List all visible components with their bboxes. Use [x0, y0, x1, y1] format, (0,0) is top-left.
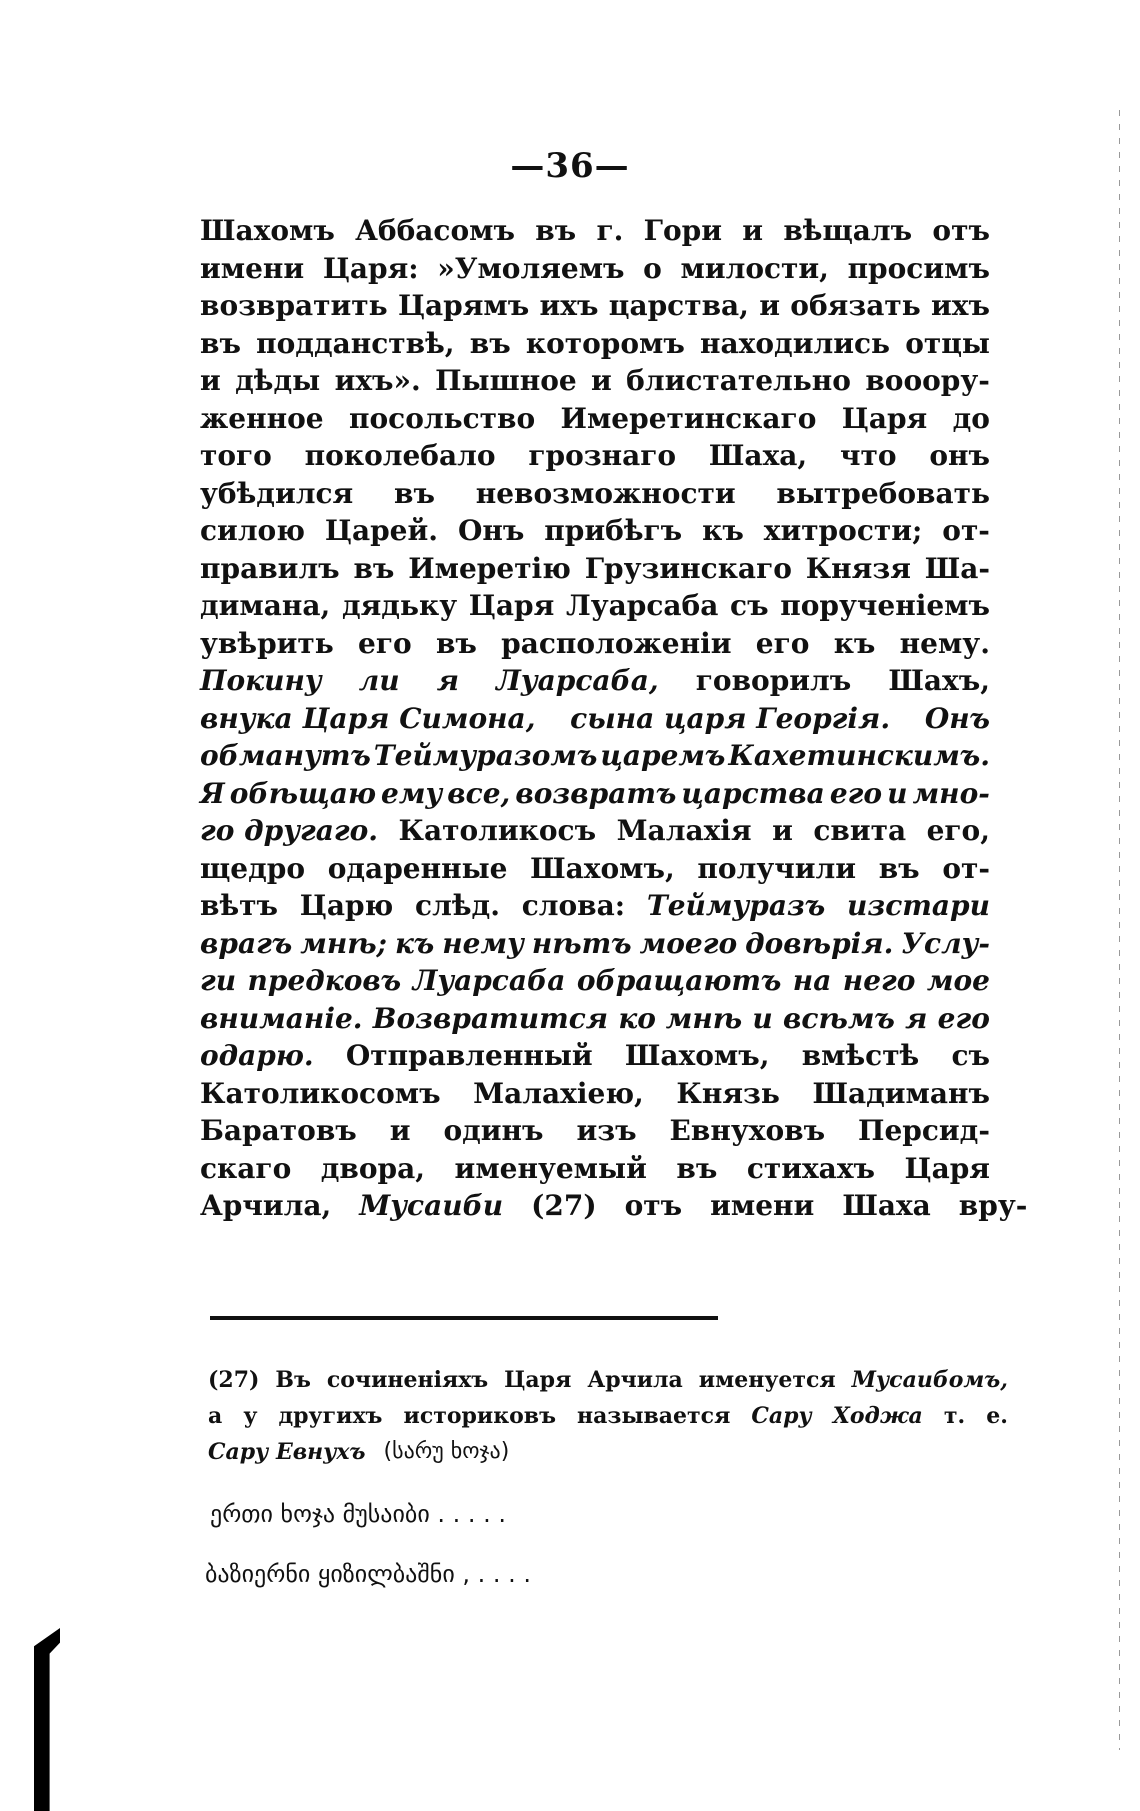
text-line — [200, 925, 990, 963]
word: Шахомъ — [200, 214, 335, 247]
word: и — [887, 776, 908, 810]
word: вмѣстѣ — [801, 1039, 920, 1072]
word: Царя — [841, 401, 928, 435]
word: въ — [469, 326, 511, 360]
word: и — [742, 214, 764, 247]
text-line — [200, 775, 990, 813]
word: ко мнѣ — [618, 1001, 743, 1035]
word: Персид- — [858, 1114, 990, 1147]
word: находились — [700, 326, 891, 360]
text-line — [200, 587, 990, 625]
word: до — [952, 401, 990, 435]
word: получили — [697, 851, 857, 885]
word: врагъ — [200, 926, 293, 960]
word: Князь — [676, 1076, 780, 1110]
word: съ — [951, 1039, 990, 1072]
word: въ — [878, 851, 920, 885]
text-line — [200, 512, 990, 550]
word: Кахетинскимъ. — [728, 739, 990, 772]
word: ихъ — [539, 289, 599, 322]
footnote-line — [208, 1398, 1008, 1434]
word: Царю — [299, 889, 394, 922]
word: обманутъ — [200, 739, 371, 772]
word: Имеретію — [408, 551, 571, 585]
text-line — [200, 625, 990, 663]
word: слова: — [521, 889, 626, 922]
word: ихъ». — [334, 364, 421, 397]
word: дѣды — [235, 364, 321, 397]
word: сына царя Георгія. — [570, 701, 891, 735]
word: Евнуховъ — [669, 1114, 826, 1147]
word: Баратовъ — [200, 1114, 357, 1147]
word: грознаго — [528, 439, 677, 472]
word: е. — [986, 1403, 1008, 1429]
text-line — [200, 437, 990, 475]
text-line — [200, 962, 990, 1000]
word: него — [842, 964, 916, 997]
word: милости, — [680, 251, 829, 285]
word: другихъ — [278, 1403, 383, 1429]
text-line — [200, 362, 990, 400]
word: мнѣ; — [300, 926, 387, 960]
word: всѣмъ — [783, 1001, 895, 1035]
word: у — [243, 1403, 258, 1429]
text-line — [200, 662, 990, 700]
word: въ — [393, 476, 435, 510]
text-line — [200, 1187, 1028, 1225]
word: подданствѣ, — [256, 326, 455, 360]
word: его — [829, 776, 883, 810]
word: а — [208, 1403, 223, 1429]
word: хитрости; — [763, 514, 923, 547]
word: Царя — [468, 589, 555, 622]
word: отъ — [624, 1189, 683, 1222]
word: царемъ — [600, 739, 726, 772]
word: одаренные — [327, 851, 508, 885]
word: ги — [200, 964, 237, 997]
word: увѣрить — [200, 626, 334, 660]
word: Мусаиби — [359, 1189, 504, 1222]
word: внука Царя Симона, — [200, 701, 536, 735]
word: Малахіею, — [473, 1076, 644, 1110]
text-line — [200, 287, 990, 325]
word: сочиненіяхъ — [326, 1367, 489, 1393]
word: вытребовать — [776, 476, 990, 510]
word: Шахомъ, — [624, 1039, 770, 1072]
word: Сару Евнухъ — [208, 1439, 366, 1465]
word: именуемый — [454, 1151, 647, 1185]
word: Царя: — [322, 251, 419, 285]
word: Онъ — [924, 701, 990, 735]
word: того — [200, 439, 272, 472]
text-line — [200, 850, 990, 888]
text-line — [200, 700, 990, 738]
word: Малахія — [616, 814, 752, 847]
word: силою — [200, 514, 305, 547]
word: на — [792, 964, 832, 997]
word: Ходжа — [832, 1403, 923, 1429]
word: въ — [435, 626, 477, 660]
word: г. — [596, 214, 624, 247]
word: Царя — [504, 1367, 572, 1393]
word: все, — [447, 776, 511, 810]
word: Покину — [200, 664, 322, 697]
word: и — [200, 364, 221, 397]
text-line — [200, 1150, 990, 1188]
word: Возвратится — [372, 1001, 609, 1035]
word: Имеретинскаго — [560, 401, 817, 435]
word: Царя — [904, 1151, 990, 1185]
word: т. — [943, 1403, 966, 1429]
word: Сару — [751, 1403, 812, 1429]
word: возвратить — [200, 289, 388, 322]
word: Отправленный — [345, 1039, 593, 1072]
word: и — [389, 1114, 411, 1147]
text-line — [200, 400, 990, 438]
word: Грузинскаго — [584, 551, 792, 585]
word: ему — [381, 776, 443, 810]
word: слѣд. — [415, 889, 500, 922]
text-line — [200, 550, 990, 588]
word: вооору- — [865, 364, 990, 397]
word: изъ — [576, 1114, 637, 1147]
page-number: —36— — [510, 146, 630, 186]
word: Пышное — [435, 364, 577, 397]
word: и — [772, 814, 793, 847]
word: невозможности — [475, 476, 736, 510]
word: убѣдился — [200, 476, 354, 510]
word: мое — [926, 964, 990, 997]
word: Въ — [275, 1367, 311, 1393]
word: Услу- — [901, 926, 990, 960]
word: онъ — [929, 439, 990, 472]
word: вѣтъ — [200, 889, 278, 922]
text-line — [200, 1112, 990, 1150]
word: которомъ — [525, 326, 685, 360]
main-text — [200, 212, 1028, 1225]
word: его — [937, 1001, 990, 1035]
footnote-divider — [210, 1316, 718, 1320]
word: Шахомъ, — [530, 851, 675, 885]
word: моего — [639, 926, 738, 960]
word: обѣщаю — [229, 776, 376, 810]
word: отъ — [932, 214, 990, 247]
word: нему. — [899, 626, 990, 660]
word: къ — [702, 514, 744, 547]
word: и — [759, 289, 780, 322]
word: возвратъ — [515, 776, 677, 810]
footnote — [208, 1362, 1008, 1470]
word: Луарсаба, — [496, 664, 659, 697]
word: именуется — [698, 1367, 836, 1393]
word: въ — [676, 1151, 718, 1185]
text-line — [200, 1037, 990, 1075]
word: (სარუ ხოჯა) — [383, 1439, 510, 1464]
word: называется — [577, 1403, 731, 1429]
word: просимъ — [847, 251, 990, 285]
word: прибѣгъ — [544, 514, 683, 547]
word: одарю. — [200, 1039, 314, 1072]
word: свита — [813, 814, 907, 847]
text-line — [200, 212, 990, 250]
text-line — [200, 475, 990, 513]
word: одинъ — [443, 1114, 544, 1147]
word: ли — [358, 664, 400, 697]
word: съ — [730, 589, 769, 622]
word: Теймуразъ — [646, 889, 826, 922]
word: имени — [200, 251, 305, 285]
word: скаго — [200, 1151, 292, 1185]
georgian-verse-line-2: ბაზიერნი ყიზილბაშნი , . . . . — [205, 1560, 532, 1588]
word: что — [839, 439, 897, 472]
word: Шахъ, — [888, 664, 990, 697]
word: двора, — [320, 1151, 426, 1185]
word: Князя — [805, 551, 911, 585]
footnote-line — [208, 1434, 1008, 1470]
word: щедро — [200, 851, 306, 885]
word: стихахъ — [746, 1151, 875, 1185]
word: его — [358, 626, 412, 660]
word: женное — [200, 401, 324, 435]
word: царства — [681, 776, 825, 810]
word: Мусаибомъ, — [851, 1367, 1008, 1393]
word: въ — [200, 326, 241, 360]
word: говорилъ — [695, 664, 852, 697]
word: блистательно — [626, 364, 851, 397]
word: нѣтъ — [531, 926, 632, 960]
word: Теймуразомъ — [373, 739, 598, 772]
word: нему — [442, 926, 524, 960]
word: вру- — [958, 1189, 1028, 1222]
word: царства, — [608, 289, 749, 322]
word: Аббасомъ — [355, 214, 515, 247]
text-line — [200, 250, 990, 288]
word: дядьку — [341, 589, 458, 622]
word: и — [591, 364, 612, 397]
text-line — [200, 887, 990, 925]
word: предковъ — [247, 964, 402, 997]
text-line — [200, 1000, 990, 1038]
word: вниманіе. — [200, 1001, 363, 1035]
word: Католикосъ — [398, 814, 597, 847]
word: Я — [200, 776, 225, 810]
word: го другаго. — [200, 814, 379, 847]
scan-edge-mark — [34, 1628, 60, 1811]
word: правилъ — [200, 551, 340, 585]
word: Ша- — [924, 551, 990, 585]
word: (27) — [208, 1367, 260, 1393]
word: мно- — [912, 776, 990, 810]
word: къ — [394, 926, 435, 960]
word: (27) — [531, 1189, 597, 1222]
word: обращаютъ — [576, 964, 782, 997]
word: вѣщалъ — [783, 214, 913, 247]
word: димана, — [200, 589, 331, 622]
text-line — [200, 325, 990, 363]
word: его — [755, 626, 810, 660]
word: имени — [710, 1189, 815, 1222]
word: поколебало — [304, 439, 496, 472]
word: посольство — [348, 401, 536, 435]
word: его, — [926, 814, 990, 847]
word: расположеніи — [501, 626, 732, 660]
word: Онъ — [457, 514, 525, 547]
word: изстари — [847, 889, 990, 922]
word: »Умоляемъ — [437, 251, 625, 285]
word: Царей. — [324, 514, 439, 547]
scan-edge-line — [1119, 110, 1120, 1750]
word: Арчила — [587, 1367, 683, 1393]
word: от- — [942, 514, 990, 547]
word: историковъ — [403, 1403, 556, 1429]
word: от- — [942, 851, 990, 885]
word: я — [905, 1001, 928, 1035]
text-line — [200, 737, 990, 775]
word: Шаха — [842, 1189, 931, 1222]
footnote-line — [208, 1362, 1008, 1398]
word: Шаха, — [708, 439, 808, 472]
word: Луарсаба — [412, 964, 566, 997]
word: обязать — [790, 289, 921, 322]
word: Гори — [643, 214, 722, 247]
word: порученіемъ — [780, 589, 990, 622]
word: довѣрія. — [745, 926, 894, 960]
word: я — [436, 664, 459, 697]
word: ихъ — [931, 289, 990, 322]
word: къ — [833, 626, 876, 660]
word: Луарсаба — [565, 589, 719, 622]
word: о — [643, 251, 662, 285]
word: Шадиманъ — [812, 1076, 990, 1110]
word: отцы — [905, 326, 990, 360]
word: Католикосомъ — [200, 1076, 441, 1110]
word: Царямъ — [397, 289, 530, 322]
word: и — [752, 1001, 773, 1035]
word: Арчила, — [200, 1189, 332, 1222]
text-line — [200, 812, 990, 850]
text-line — [200, 1075, 990, 1113]
word: въ — [353, 551, 395, 585]
word: въ — [535, 214, 577, 247]
georgian-verse-line-1: ერთი ხოჯა მუსაიბი . . . . . — [210, 1500, 507, 1528]
